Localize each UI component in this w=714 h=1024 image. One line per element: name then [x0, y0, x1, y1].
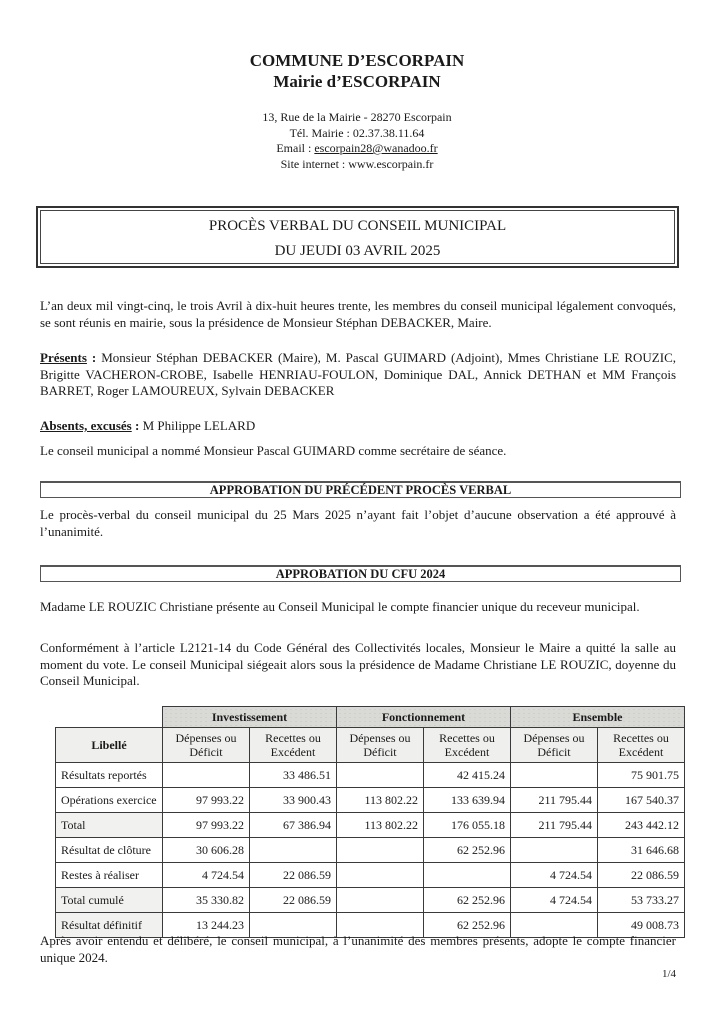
table-row: Total 97 993.22 67 386.94 113 802.22 176 055.18 211 795.44 243 442.12 — [56, 813, 685, 838]
libelle-header: Libellé — [56, 728, 163, 763]
absents-label: Absents, excusés — [40, 418, 132, 433]
cfu-conclusion-paragraph: Après avoir entendu et délibéré, le conseil municipal, à l’unanimité des membres présents, adopte le compte financier unique 2024. — [40, 933, 676, 965]
row-label: Restes à réaliser — [56, 863, 163, 888]
table-row: Restes à réaliser 4 724.54 22 086.59 4 724.54 22 086.59 — [56, 863, 685, 888]
column-header: Recettes ou Excédent — [598, 728, 685, 763]
table-group-header-row — [56, 707, 685, 728]
letterhead-title — [0, 50, 714, 92]
column-header: Dépenses ou Déficit — [337, 728, 424, 763]
presents-list: Monsieur Stéphan DEBACKER (Maire), M. Pascal GUIMARD (Adjoint), Mmes Christiane LE ROUZIC, Brigitte VACHERON-CROBE, Isabelle HENRIAU-FOULON, Dominique DAL, Annick DETHAN et MM François BARRET, Roger LAMOUREUX, Sylvain DEBACKER — [40, 350, 676, 398]
page-number: 1/4 — [661, 968, 676, 980]
row-label: Résultats reportés — [56, 763, 163, 788]
column-header: Recettes ou Excédent — [250, 728, 337, 763]
absents-paragraph: Absents, excusés : M Philippe LELARD — [40, 418, 256, 433]
absents-list: M Philippe LELARD — [139, 418, 256, 433]
group-investissement: Investissement — [163, 707, 337, 728]
phone: Tél. Mairie : 02.37.38.11.64 — [289, 125, 425, 140]
group-fonctionnement: Fonctionnement — [337, 707, 511, 728]
column-header: Dépenses ou Déficit — [511, 728, 598, 763]
row-label: Total — [56, 813, 163, 838]
cfu-paragraph-2: Conformément à l’article L2121-14 du Code Général des Collectivités locales, Monsieur le Maire a quitté la salle au moment du vote. Le conseil Municipal siégeait alors sous la présidence de Madame Christiane LE ROUZIC, doyenne du Conseil Municipal. — [40, 640, 676, 688]
section-heading-cfu: APPROBATION DU CFU 2024 — [40, 565, 681, 582]
email-label: Email : — [276, 141, 315, 155]
meeting-date: DU JEUDI 03 AVRIL 2025 — [274, 243, 441, 259]
secretary-paragraph: Le conseil municipal a nommé Monsieur Pascal GUIMARD comme secrétaire de séance. — [40, 443, 507, 458]
cfu-paragraph-1: Madame LE ROUZIC Christiane présente au Conseil Municipal le compte financier unique du receveur municipal. — [40, 599, 640, 614]
address: 13, Rue de la Mairie - 28270 Escorpain — [262, 110, 452, 124]
group-ensemble: Ensemble — [511, 707, 685, 728]
email-line — [0, 141, 714, 157]
row-label: Total cumulé — [56, 888, 163, 913]
intro-paragraph: L’an deux mil vingt-cinq, le trois Avril à dix-huit heures trente, les membres du conseil municipal légalement convoqués, se sont réunis en mairie, sous la présidence de Monsieur Stéphan DEBACKER, Maire. — [40, 298, 676, 330]
section-heading-previous-minutes: APPROBATION DU PRÉCÉDENT PROCÈS VERBAL — [40, 481, 681, 498]
minutes-title-box — [36, 206, 679, 268]
cfu-financial-table — [55, 706, 685, 938]
table-row: Résultat définitif 13 244.23 62 252.96 49 008.73 — [56, 913, 685, 938]
table-sub-header-row — [56, 728, 685, 763]
website: Site internet : www.escorpain.fr — [280, 156, 434, 171]
column-header: Dépenses ou Déficit — [163, 728, 250, 763]
commune-name: COMMUNE D’ESCORPAIN — [249, 51, 465, 70]
previous-minutes-paragraph: Le procès-verbal du conseil municipal du 25 Mars 2025 n’ayant fait l’objet d’aucune observation a été approuvé à l’unanimité. — [40, 507, 676, 539]
letterhead-contact — [0, 110, 714, 172]
attendees-paragraph: Présents : Monsieur Stéphan DEBACKER (Maire), M. Pascal GUIMARD (Adjoint), Mmes Christiane LE ROUZIC, Brigitte VACHERON-CROBE, Isabelle HENRIAU-FOULON, Dominique DAL, Annick DETHAN et MM François BARRET, Roger LAMOUREUX, Sylvain DEBACKER — [40, 350, 676, 398]
table-row: Opérations exercice 97 993.22 33 900.43 113 802.22 133 639.94 211 795.44 167 540.37 — [56, 788, 685, 813]
mairie-name: Mairie d’ESCORPAIN — [273, 72, 441, 91]
table-row: Résultats reportés 33 486.51 42 415.24 75 901.75 — [56, 763, 685, 788]
email-link[interactable]: escorpain28@wanadoo.fr — [314, 141, 438, 155]
table-row: Total cumulé 35 330.82 22 086.59 62 252.96 4 724.54 53 733.27 — [56, 888, 685, 913]
minutes-title: PROCÈS VERBAL DU CONSEIL MUNICIPAL — [208, 218, 507, 234]
column-header: Recettes ou Excédent — [424, 728, 511, 763]
row-label: Résultat de clôture — [56, 838, 163, 863]
table-row: Résultat de clôture 30 606.28 62 252.96 31 646.68 — [56, 838, 685, 863]
row-label: Résultat définitif — [56, 913, 163, 938]
row-label: Opérations exercice — [56, 788, 163, 813]
presents-label: Présents — [40, 350, 87, 365]
